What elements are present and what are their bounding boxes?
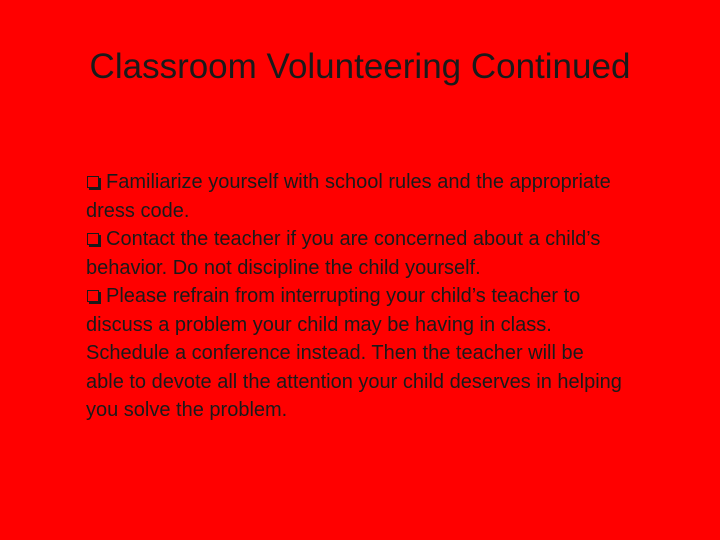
bullet-item-dress-code — [86, 168, 626, 225]
bullet-item-behavior — [86, 225, 626, 282]
bullet-list — [86, 168, 626, 425]
checkbox-bullet-icon — [87, 176, 99, 188]
slide-title: Classroom Volunteering Continued — [89, 47, 631, 86]
bullet-text: Familiarize yourself with school rules and the appropriate dress code. — [86, 171, 611, 222]
checkbox-bullet-icon — [87, 233, 99, 245]
bullet-text: Please refrain from interrupting your child’s teacher to discuss a problem your child may be having in class. Schedule a conference instead. Then the teacher will be able to devote all the attention your child deserves in helping you solve the problem. — [86, 285, 622, 421]
checkbox-bullet-icon — [87, 290, 99, 302]
bullet-text: Contact the teacher if you are concerned about a child’s behavior. Do not discipline the child yourself. — [86, 228, 601, 279]
bullet-item-conference — [86, 282, 626, 425]
